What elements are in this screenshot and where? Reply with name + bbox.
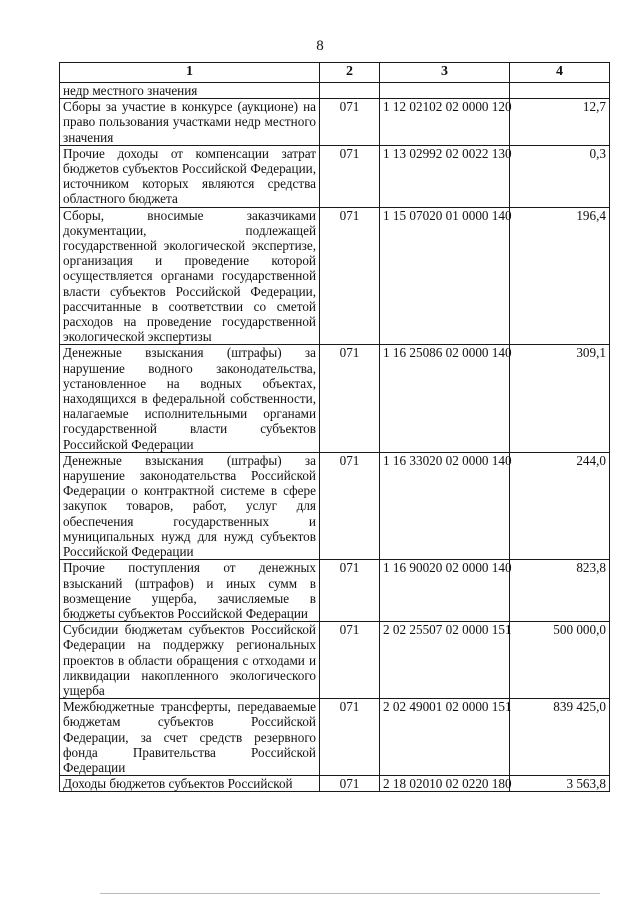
row-description: Денежные взыскания (штрафы) за нарушение водного законодательства, установленное на водных объектах, находящихся в федеральной собственности, налагаемые исполнительными органами государственной власти субъектов Российской Федерации [60, 345, 320, 452]
row-budget-code: 1 15 07020 01 0000 140 [380, 207, 510, 345]
row-budget-code: 2 02 25507 02 0000 151 [380, 622, 510, 699]
continued-empty-3 [380, 83, 510, 99]
row-amount: 244,0 [510, 452, 610, 559]
row-description: Прочие поступления от денежных взысканий (штрафов) и иных сумм в возмещение ущерба, зачисляемые в бюджеты субъектов Российской Федерации [60, 560, 320, 622]
row-description: Прочие доходы от компенсации затрат бюджетов субъектов Российской Федерации, источником которых являются средства областного бюджета [60, 145, 320, 207]
table-row [60, 145, 610, 207]
table-row [60, 452, 610, 559]
row-admin-code: 071 [320, 560, 380, 622]
row-budget-code: 2 02 49001 02 0000 151 [380, 699, 510, 776]
row-description: Субсидии бюджетам субъектов Российской Федерации на поддержку региональных проектов в области обращения с отходами и ликвидации накопленного экологического ущерба [60, 622, 320, 699]
row-amount: 0,3 [510, 145, 610, 207]
row-admin-code: 071 [320, 699, 380, 776]
row-budget-code: 1 16 25086 02 0000 140 [380, 345, 510, 452]
table-row [60, 699, 610, 776]
row-budget-code: 1 16 33020 02 0000 140 [380, 452, 510, 559]
row-description: Межбюджетные трансферты, передаваемые бюджетам субъектов Российской Федерации, за счет средств резервного фонда Правительства Российской Федерации [60, 699, 320, 776]
table-row [60, 622, 610, 699]
table-row [60, 776, 610, 792]
row-admin-code: 071 [320, 207, 380, 345]
row-admin-code: 071 [320, 452, 380, 559]
row-description: Сборы за участие в конкурсе (аукционе) на право пользования участками недр местного значения [60, 99, 320, 146]
row-budget-code: 1 12 02102 02 0000 120 [380, 99, 510, 146]
table-header-row [60, 63, 610, 83]
row-admin-code: 071 [320, 622, 380, 699]
scan-edge-line [100, 893, 600, 894]
table-row [60, 99, 610, 146]
row-amount: 3 563,8 [510, 776, 610, 792]
column-header-1: 1 [60, 63, 320, 83]
row-amount: 823,8 [510, 560, 610, 622]
row-description: Денежные взыскания (штрафы) за нарушение законодательства Российской Федерации о контрактной системе в сфере закупок товаров, работ, услуг для обеспечения государственных и муниципальных нужд для нужд субъектов Российской Федерации [60, 452, 320, 559]
column-header-4: 4 [510, 63, 610, 83]
row-budget-code: 2 18 02010 02 0220 180 [380, 776, 510, 792]
row-amount: 500 000,0 [510, 622, 610, 699]
row-amount: 196,4 [510, 207, 610, 345]
row-amount: 12,7 [510, 99, 610, 146]
row-budget-code: 1 13 02992 02 0022 130 [380, 145, 510, 207]
row-admin-code: 071 [320, 99, 380, 146]
column-header-2: 2 [320, 63, 380, 83]
continued-empty-4 [510, 83, 610, 99]
page-number: 8 [316, 38, 324, 54]
revenue-table [59, 62, 610, 792]
row-admin-code: 071 [320, 776, 380, 792]
row-admin-code: 071 [320, 145, 380, 207]
row-description: Сборы, вносимые заказчиками документации, подлежащей государственной экологической экспертизе, организация и проведение которой осуществляется органами государственной власти субъектов Российской Федерации, рассчитанные в соответствии со сметой расходов на проведение государственной экологической экспертизы [60, 207, 320, 345]
table-row [60, 560, 610, 622]
continued-description: недр местного значения [60, 83, 320, 99]
row-description: Доходы бюджетов субъектов Российской [60, 776, 320, 792]
row-amount: 839 425,0 [510, 699, 610, 776]
row-amount: 309,1 [510, 345, 610, 452]
table-row-continued [60, 83, 610, 99]
continued-empty-2 [320, 83, 380, 99]
row-budget-code: 1 16 90020 02 0000 140 [380, 560, 510, 622]
column-header-3: 3 [380, 63, 510, 83]
table-row [60, 345, 610, 452]
row-admin-code: 071 [320, 345, 380, 452]
table-row [60, 207, 610, 345]
